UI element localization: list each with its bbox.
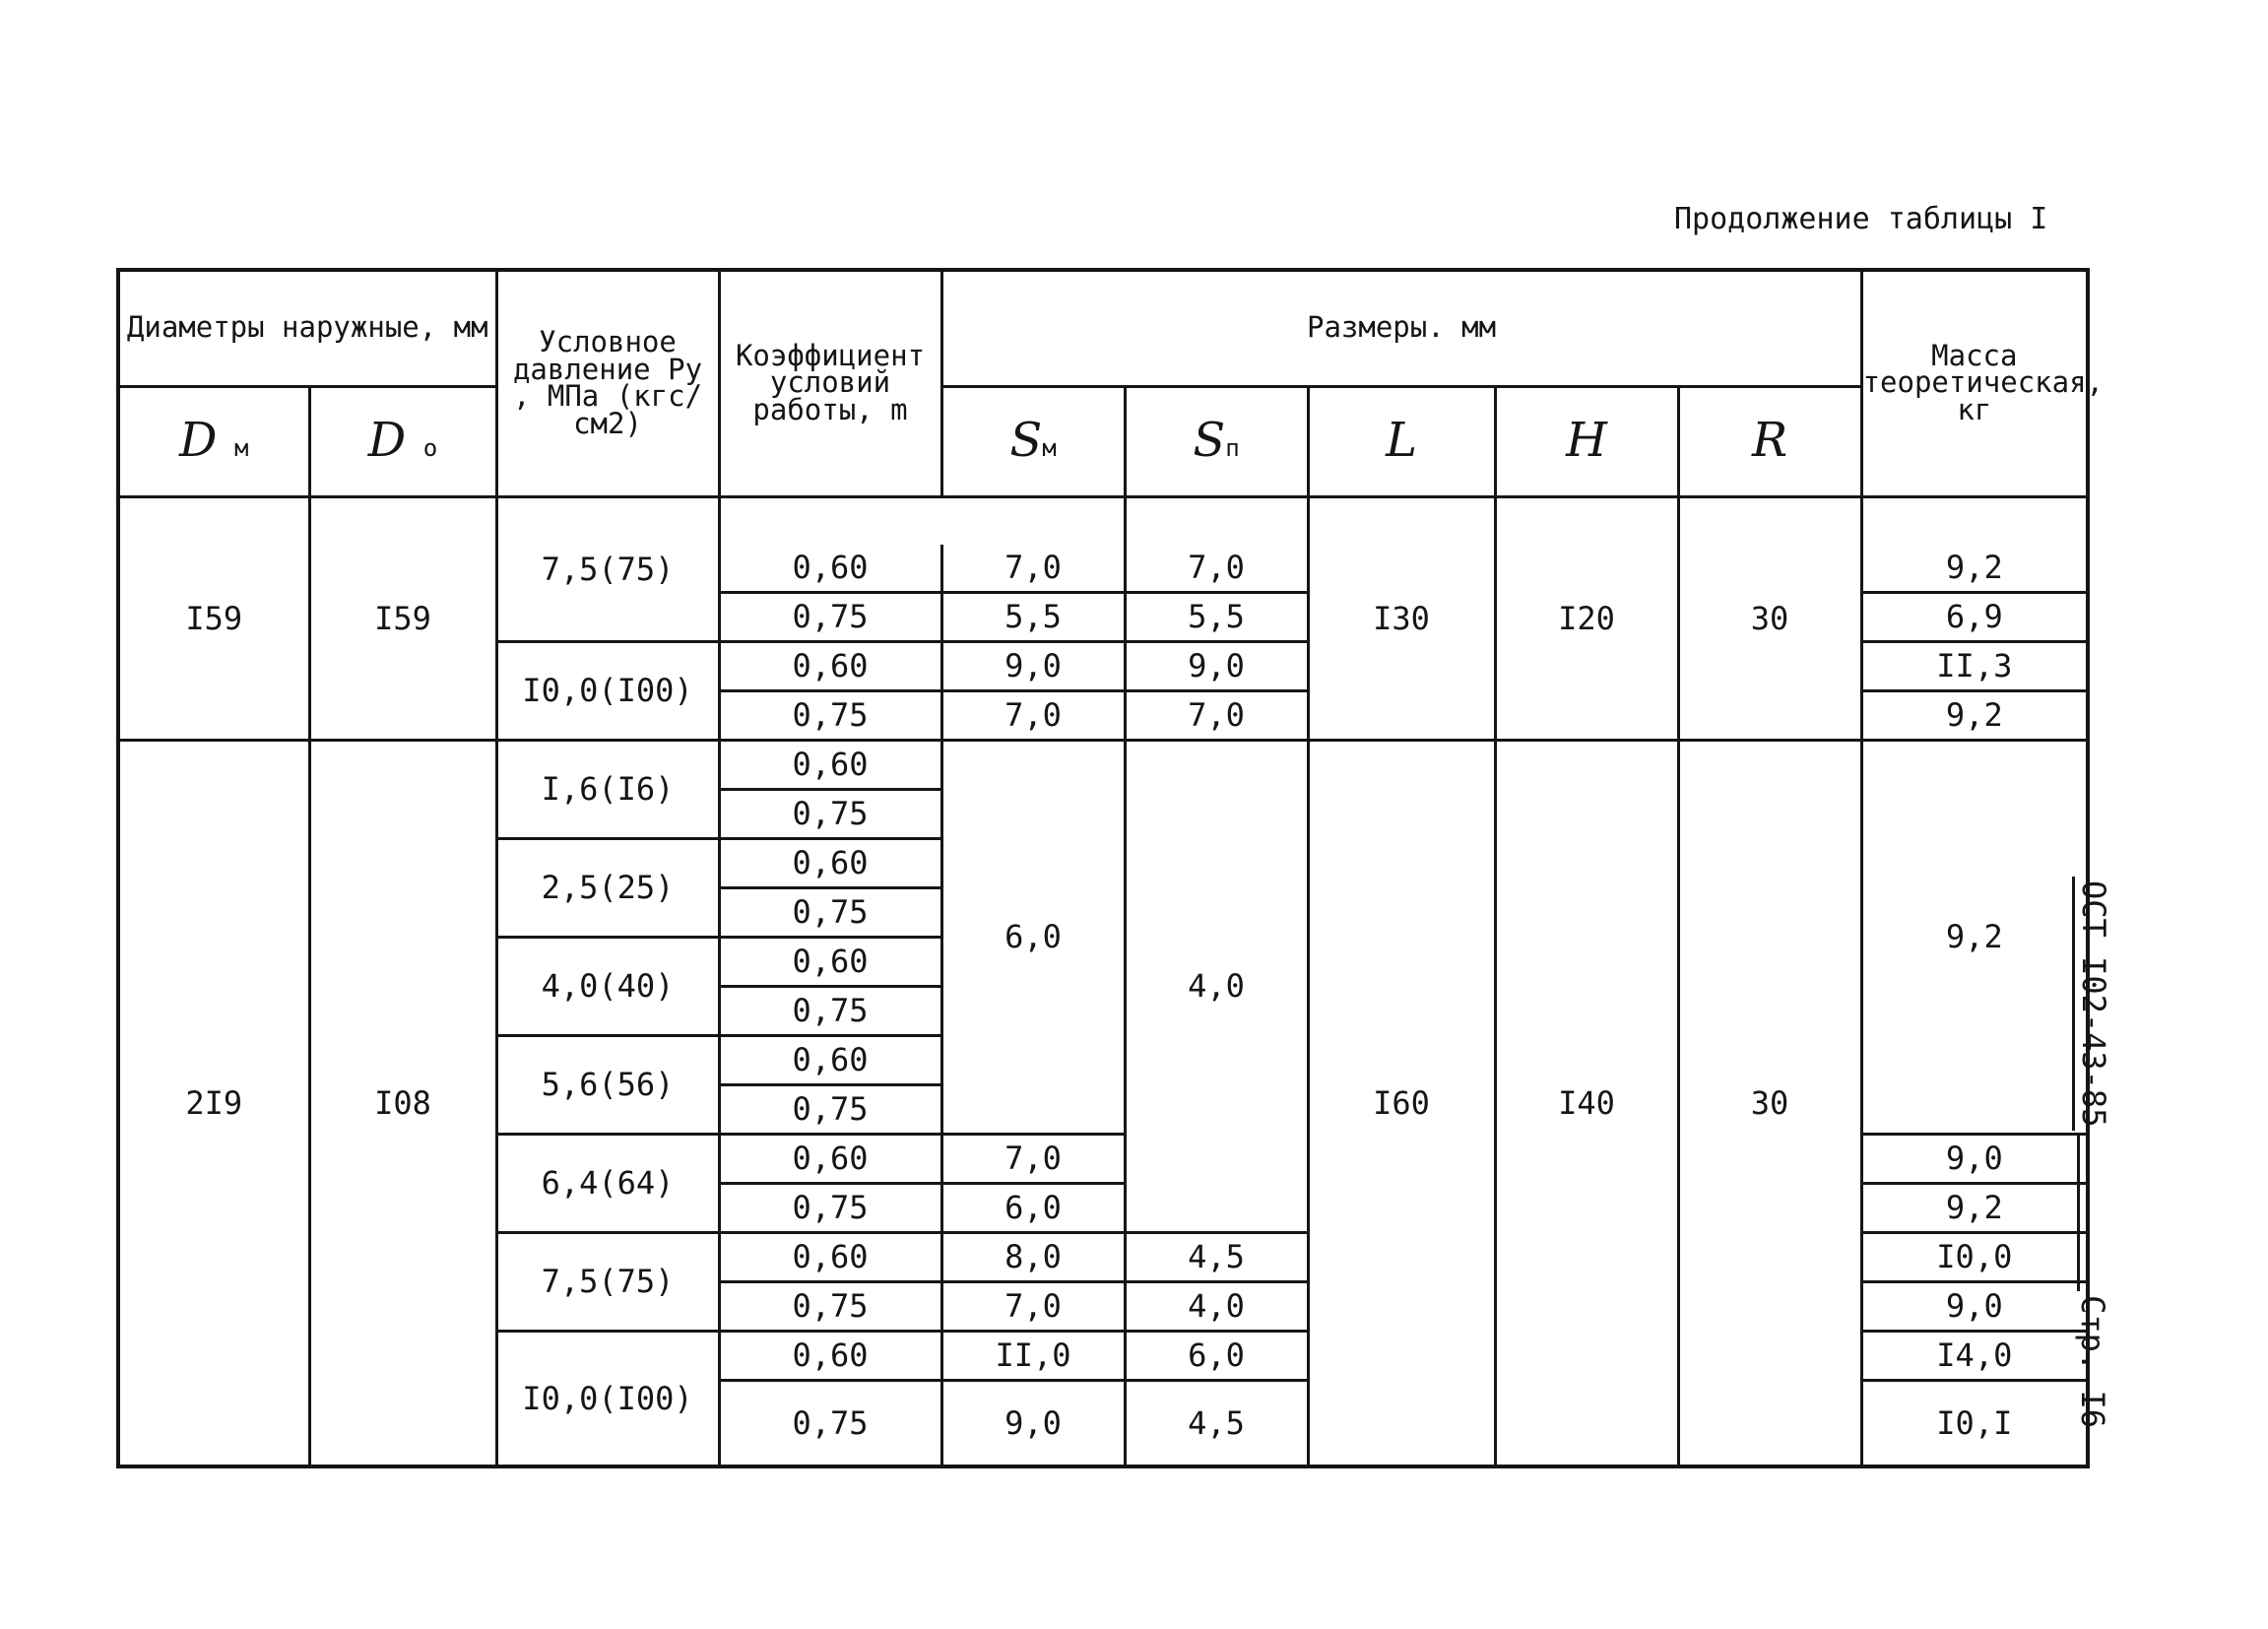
cell-r: 30 (1678, 496, 1861, 740)
header-dm: D м (118, 386, 309, 496)
cell-mass: 9,2 (1861, 690, 2088, 740)
cell-mass: 6,9 (1861, 592, 2088, 641)
header-l: L (1308, 386, 1495, 496)
cell-m: 0,75 (719, 592, 941, 641)
cell-m: 0,60 (719, 641, 941, 690)
cell-m: 0,75 (719, 690, 941, 740)
cell-sn: 6,0 (1125, 1331, 1308, 1380)
cell-m: 0,75 (719, 887, 941, 937)
cell-sn: 4,5 (1125, 1380, 1308, 1466)
cell-pressure: 6,4(64) (496, 1134, 719, 1232)
cell-pressure: 2,5(25) (496, 838, 719, 937)
cell-pressure: 5,6(56) (496, 1035, 719, 1134)
cell-m: 0,60 (719, 838, 941, 887)
cell-pressure: I,6(I6) (496, 740, 719, 838)
cell-do: I08 (309, 740, 496, 1466)
cell-m: 0,60 (719, 545, 941, 593)
cell-sn: 5,5 (1125, 592, 1308, 641)
cell-dm: 2I9 (118, 740, 309, 1466)
cell-m: 0,75 (719, 789, 941, 838)
page-number: Стр. I6 (2074, 1295, 2111, 1428)
cell-m: 0,75 (719, 1380, 941, 1466)
cell-sm-merged: 6,0 (941, 740, 1125, 1134)
cell-sn-merged: 4,0 (1125, 740, 1308, 1232)
cell-mass: 9,2 (1861, 545, 2088, 593)
cell-sm: 5,5 (941, 592, 1125, 641)
document-code: ОСТ I02-43-85 (2073, 877, 2113, 1131)
table-caption: Продолжение таблицы I (1674, 202, 2048, 236)
cell-m: 0,60 (719, 740, 941, 789)
cell-sm: 6,0 (941, 1183, 1125, 1232)
cell-m: 0,75 (719, 1084, 941, 1134)
cell-r: 30 (1678, 740, 1861, 1466)
cell-h: I40 (1495, 740, 1678, 1466)
cell-sm: 7,0 (941, 690, 1125, 740)
cell-sn: 7,0 (1125, 545, 1308, 593)
cell-mass-merged: 9,2 (1861, 740, 2088, 1134)
cell-sn: 7,0 (1125, 690, 1308, 740)
cell-m: 0,75 (719, 1281, 941, 1331)
cell-do: I59 (309, 496, 496, 740)
cell-sm: II,0 (941, 1331, 1125, 1380)
header-mass: Массa теоретическая, кг (1861, 270, 2088, 496)
cell-l: I30 (1308, 496, 1495, 740)
cell-m: 0,60 (719, 1331, 941, 1380)
cell-mass: II,3 (1861, 641, 2088, 690)
cell-mass: I0,0 (1861, 1232, 2088, 1281)
header-sm: Sм (941, 386, 1125, 496)
header-coefficient: Коэффициент условий работы, m (719, 270, 941, 496)
cell-sm: 8,0 (941, 1232, 1125, 1281)
cell-l: I60 (1308, 740, 1495, 1466)
header-diameters: Диаметры наружные, мм (118, 270, 496, 386)
cell-m: 0,60 (719, 1035, 941, 1084)
cell-pressure: I0,0(I00) (496, 1331, 719, 1466)
cell-pressure: 7,5(75) (496, 1232, 719, 1331)
cell-mass: I0,I (1861, 1380, 2088, 1466)
cell-m: 0,75 (719, 986, 941, 1035)
cell-mass: 9,0 (1861, 1281, 2088, 1331)
cell-sm: 7,0 (941, 545, 1125, 593)
header-sizes: Размеры. мм (941, 270, 1861, 386)
cell-h: I20 (1495, 496, 1678, 740)
empty-cell (719, 496, 1125, 545)
cell-dm: I59 (118, 496, 309, 740)
cell-sn: 9,0 (1125, 641, 1308, 690)
cell-m: 0,60 (719, 1232, 941, 1281)
table-row (118, 740, 2088, 789)
cell-mass: I4,0 (1861, 1331, 2088, 1380)
cell-sn: 4,5 (1125, 1232, 1308, 1281)
cell-pressure: 4,0(40) (496, 937, 719, 1035)
cell-mass: 9,2 (1861, 1183, 2088, 1232)
cell-sm: 9,0 (941, 641, 1125, 690)
header-do: D о (309, 386, 496, 496)
cell-m: 0,60 (719, 1134, 941, 1183)
cell-m: 0,75 (719, 1183, 941, 1232)
header-sn: Sп (1125, 386, 1308, 496)
table-row (118, 496, 2088, 545)
cell-sn: 4,0 (1125, 1281, 1308, 1331)
header-pressure: Условное давление Py , МПа (кгс/см2) (496, 270, 719, 496)
cell-sm: 9,0 (941, 1380, 1125, 1466)
cell-m: 0,60 (719, 937, 941, 986)
cell-pressure: I0,0(I00) (496, 641, 719, 740)
cell-pressure: 7,5(75) (496, 496, 719, 641)
empty-cell (1125, 496, 1308, 545)
header-r: R (1678, 386, 1861, 496)
header-h: H (1495, 386, 1678, 496)
cell-sm: 7,0 (941, 1281, 1125, 1331)
cell-mass: 9,0 (1861, 1134, 2088, 1183)
cell-sm: 7,0 (941, 1134, 1125, 1183)
empty-cell (1861, 496, 2088, 545)
